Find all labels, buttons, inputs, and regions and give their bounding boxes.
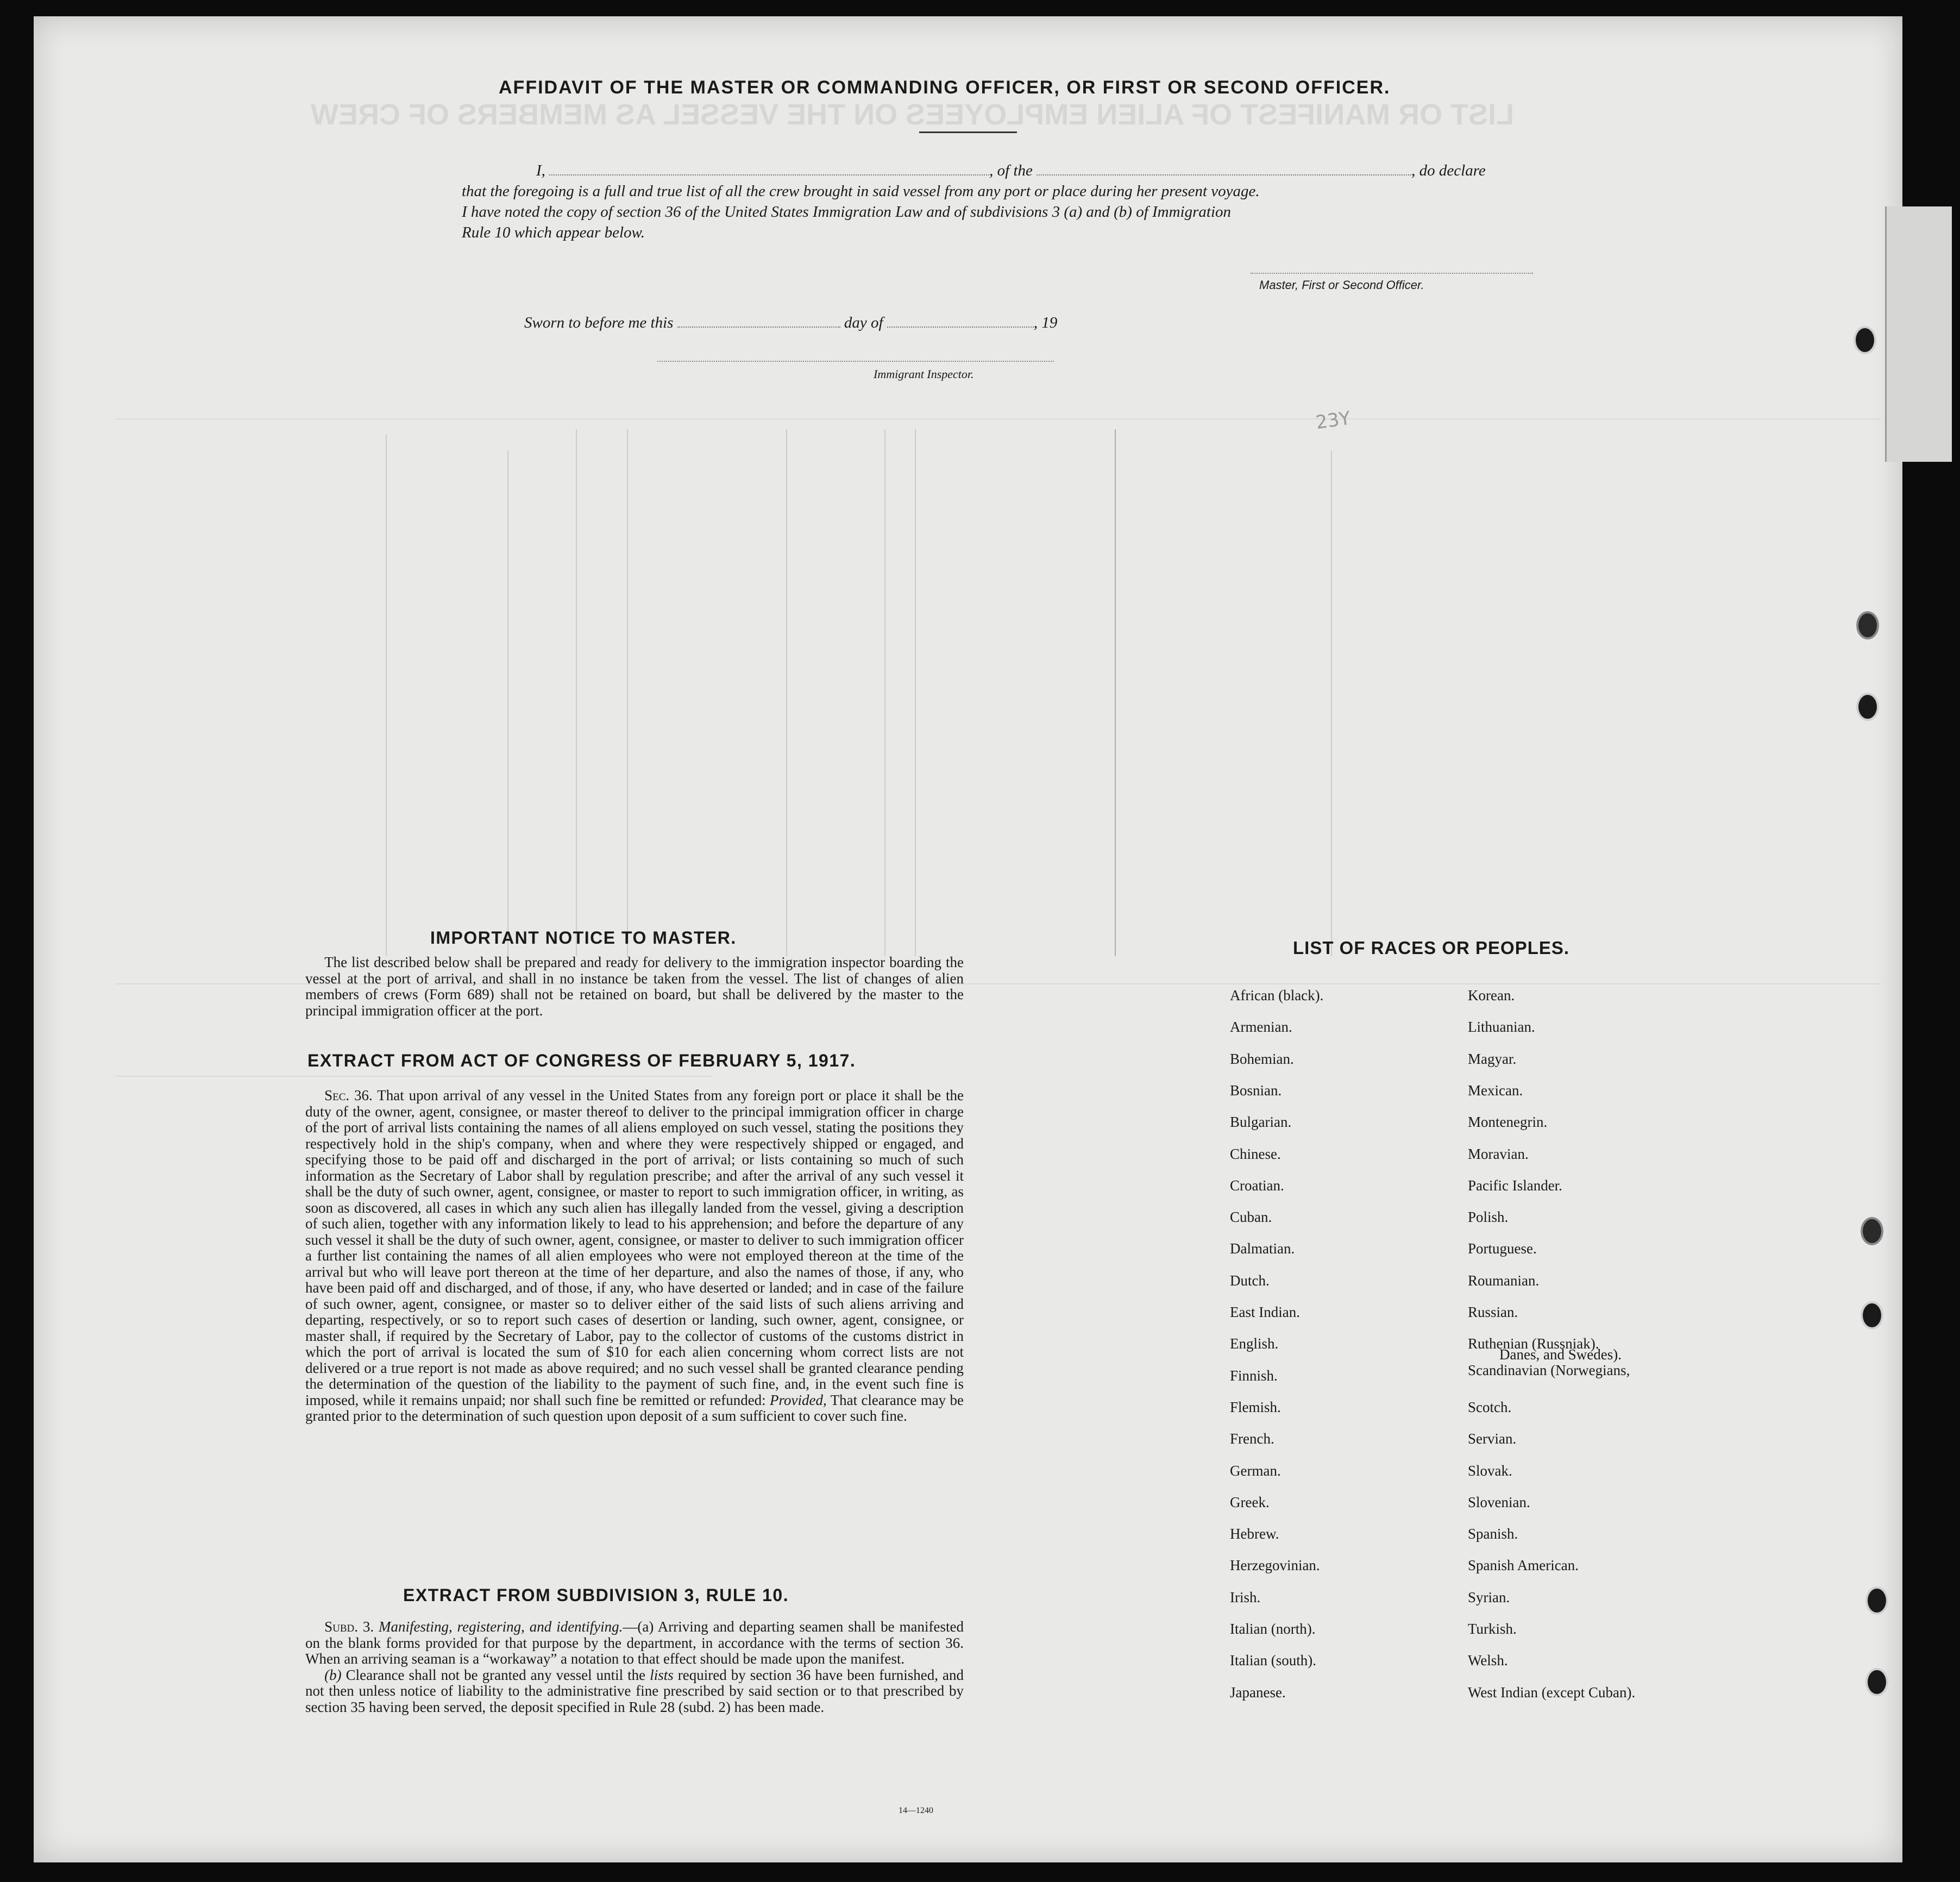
- race-entry: Moravian.: [1468, 1145, 1529, 1162]
- race-entry: Spanish.: [1468, 1526, 1518, 1542]
- sworn-day-of: day of: [844, 314, 883, 331]
- race-entry: Herzegovinian.: [1230, 1557, 1320, 1574]
- act-extract-title: EXTRACT FROM ACT OF CONGRESS OF FEBRUARY 5, 1917.: [307, 1051, 856, 1070]
- races-title: LIST OF RACES OR PEOPLES.: [1293, 938, 1570, 958]
- binder-hole: [1854, 326, 1876, 354]
- master-signature-line: [1251, 272, 1533, 274]
- affidavit-title: AFFIDAVIT OF THE MASTER OR COMMANDING OFFICER, OR FIRST OR SECOND OFFICER.: [499, 77, 1391, 98]
- section-text-end: That clearance may be granted prior to the determination of such question upon deposit of a sum sufficient to cover such fine.: [305, 1391, 964, 1424]
- form-code: 14—1240: [899, 1806, 933, 1815]
- subd-b-lists: lists: [650, 1666, 674, 1683]
- notice-paragraph: The list described below shall be prepared and ready for delivery to the immigration inspector boarding the vessel at the port of arrival, and shall in no instance be taken from the vessel. The list of changes of alien members of crews (Form 689) shall not be retained on board, but shall be delivered by the master to the principal immigration officer at the port.: [305, 954, 964, 1019]
- race-entry: Irish.: [1230, 1589, 1261, 1605]
- race-entry: Slovak.: [1468, 1462, 1512, 1479]
- subd-a-label: —(a): [623, 1618, 654, 1635]
- race-entry: Greek.: [1230, 1494, 1270, 1510]
- race-entry: Finnish.: [1230, 1367, 1278, 1384]
- race-entry: Roumanian.: [1468, 1272, 1540, 1289]
- race-entry: Spanish American.: [1468, 1557, 1579, 1574]
- race-entry: Pacific Islander.: [1468, 1177, 1562, 1194]
- race-entry: German.: [1230, 1462, 1281, 1479]
- race-entry: Dalmatian.: [1230, 1240, 1295, 1257]
- affidavit-declare: , do declare: [1411, 162, 1486, 179]
- race-entry: Scotch.: [1468, 1398, 1512, 1415]
- binder-hole: [1865, 1586, 1888, 1615]
- binder-hole: [1865, 1668, 1888, 1696]
- binder-hole: [1861, 1301, 1883, 1329]
- race-entry: Dutch.: [1230, 1272, 1270, 1289]
- race-entry: Armenian.: [1230, 1019, 1292, 1036]
- notice-text: [305, 955, 964, 1019]
- race-entry: Russian.: [1468, 1304, 1518, 1320]
- provided-word: Provided,: [770, 1391, 827, 1408]
- subd-heading: Manifesting, registering, and identifying.: [379, 1618, 623, 1635]
- sworn-line: [524, 314, 1057, 332]
- rule-extract-title: EXTRACT FROM SUBDIVISION 3, RULE 10.: [403, 1585, 789, 1605]
- underlying-page-tab: [1885, 206, 1952, 462]
- sworn-prefix: Sworn to before me this: [524, 314, 674, 331]
- race-entry: East Indian.: [1230, 1304, 1300, 1320]
- race-entry: Portuguese.: [1468, 1240, 1537, 1257]
- race-entry: Croatian.: [1230, 1177, 1284, 1194]
- race-entry: Bosnian.: [1230, 1082, 1282, 1099]
- race-entry: Danes, and Swedes).: [1499, 1346, 1622, 1363]
- race-entry: French.: [1230, 1431, 1274, 1447]
- notice-title: IMPORTANT NOTICE TO MASTER.: [430, 928, 737, 948]
- master-signature-label: Master, First or Second Officer.: [1259, 278, 1424, 292]
- race-entry: Flemish.: [1230, 1398, 1281, 1415]
- race-entry: Hebrew.: [1230, 1526, 1279, 1542]
- subd-label: Subd. 3.: [324, 1618, 374, 1635]
- race-entry: English.: [1230, 1335, 1279, 1352]
- binder-hole: [1861, 1217, 1883, 1245]
- race-entry: Italian (north).: [1230, 1621, 1316, 1637]
- race-entry: Syrian.: [1468, 1589, 1510, 1605]
- sworn-day-fill: [677, 322, 840, 328]
- bleed-through-heading: LIST OR MANIFEST OF ALIEN EMPLOYEES ON THE VESSEL AS MEMBERS OF CREW: [311, 98, 1515, 131]
- affidavit-i: I,: [536, 162, 545, 179]
- rule-subd-b: [305, 1667, 964, 1716]
- act-extract-text: [305, 1088, 964, 1425]
- vessel-fill-line: [1036, 170, 1411, 175]
- subd-b-text-2: required by section 36 have been furnished, and not then unless notice of liability to the administrative fine prescribed by said section or to that prescribed by section 35 having been served, the deposit specified in Rule 28 (subd. 2) has been made.: [305, 1666, 964, 1715]
- affidavit-of-the: , of the: [989, 162, 1033, 179]
- race-entry: Slovenian.: [1468, 1494, 1530, 1510]
- document-page: [34, 16, 1902, 1862]
- inspector-label: Immigrant Inspector.: [874, 367, 974, 381]
- act-extract-paragraph: [305, 1088, 964, 1425]
- race-entry: Magyar.: [1468, 1050, 1517, 1067]
- race-entry: Korean.: [1468, 987, 1515, 1003]
- race-entry: African (black).: [1230, 987, 1324, 1003]
- affidavit-line-3: I have noted the copy of section 36 of the United States Immigration Law and of subdivisions 3 (a) and (b) of Immigration: [462, 203, 1232, 221]
- subd-a-text: Arriving and departing seamen shall be manifested on the blank forms provided for that purpose by the department, in accordance with the terms of section 36. When an arriving seaman is a “workaway” a notation to that effect should be made upon the manifest.: [305, 1618, 964, 1667]
- section-text: That upon arrival of any vessel in the United States from any foreign port or place it shall be the duty of the owner, agent, consignee, or master thereof to deliver to the principal immigration officer in charge of the port of arrival lists containing the names of all aliens employed on such vessel, stating the positions they respectively hold in the ship's company, when and where they were respectively shipped or engaged, and specifying those to be paid off and discharged in the port of arrival; or lists containing so much of such information as the Secretary of Labor shall by regulation prescribe; and after the arrival of any such vessel it shall be the duty of such owner, agent, consignee, or master to report to such immigration officer, in writing, as soon as discovered, all cases in which any such alien has illegally landed from the vessel, giving a description of such alien, together with any information likely to lead to his apprehension; and before the departure of any such vessel it shall be the duty of such owner, agent, consignee, or master to deliver to such immigration officer a further list containing the names of all alien employees who were not employed thereon at the time of the arrival but who will leave port thereon at the time of her departure, and also the names of those, if any, who have been paid off and discharged, and of those, if any, who have deserted or landed; and in case of the failure of such owner, agent, consignee, or master so to deliver either of the said lists of such aliens arriving and departing, respectively, or so to report such cases of desertion or landing, such owner, agent, consignee, or master shall, if required by the Secretary of Labor, pay to the collector of customs of the customs district in which the port of arrival is located the sum of $10 for each alien concerning whom correct lists are not delivered or a true report is not made as above required; and no such vessel shall be granted clearance pending the determination of the question of the liability to the payment of such fine, and, in the event such fine is imposed, while it remains unpaid; nor shall such fine be remitted or refunded:: [305, 1087, 964, 1408]
- race-entry: Chinese.: [1230, 1145, 1281, 1162]
- affidavit-title-rule: [919, 131, 1017, 133]
- binder-hole: [1856, 611, 1879, 639]
- race-entry: Polish.: [1468, 1209, 1509, 1226]
- handwritten-mark: 23Y: [1314, 407, 1352, 434]
- race-entry: Scandinavian (Norwegians,: [1468, 1362, 1630, 1378]
- race-entry: West Indian (except Cuban).: [1468, 1684, 1636, 1701]
- race-entry: Servian.: [1468, 1431, 1517, 1447]
- race-entry: Lithuanian.: [1468, 1019, 1535, 1036]
- race-entry: Bohemian.: [1230, 1050, 1294, 1067]
- subd-b-text-1: Clearance shall not be granted any vessel until the: [345, 1666, 646, 1683]
- section-label: Sec. 36.: [324, 1087, 373, 1103]
- binder-hole: [1856, 693, 1879, 721]
- race-entry: Cuban.: [1230, 1209, 1272, 1226]
- sworn-year: , 19: [1033, 314, 1058, 331]
- rule-extract-text: [305, 1619, 964, 1715]
- name-fill-line: [549, 170, 989, 175]
- sworn-month-fill: [887, 322, 1034, 328]
- affidavit-declaration-line: [536, 162, 1486, 180]
- race-entry: Japanese.: [1230, 1684, 1286, 1701]
- race-entry: Mexican.: [1468, 1082, 1523, 1099]
- subd-b-label: (b): [324, 1666, 342, 1683]
- race-entry: Montenegrin.: [1468, 1114, 1548, 1131]
- race-entry: Bulgarian.: [1230, 1114, 1292, 1131]
- rule-subd-a: [305, 1619, 964, 1667]
- affidavit-line-4: Rule 10 which appear below.: [462, 224, 645, 241]
- race-entry: Turkish.: [1468, 1621, 1517, 1637]
- race-entry: Ruthenian (Russniak).: [1468, 1335, 1599, 1352]
- affidavit-line-2: that the foregoing is a full and true list of all the crew brought in said vessel from any port or place during her present voyage.: [462, 183, 1260, 200]
- inspector-signature-line: [657, 360, 1054, 362]
- race-entry: Welsh.: [1468, 1652, 1508, 1669]
- race-entry: Italian (south).: [1230, 1652, 1316, 1669]
